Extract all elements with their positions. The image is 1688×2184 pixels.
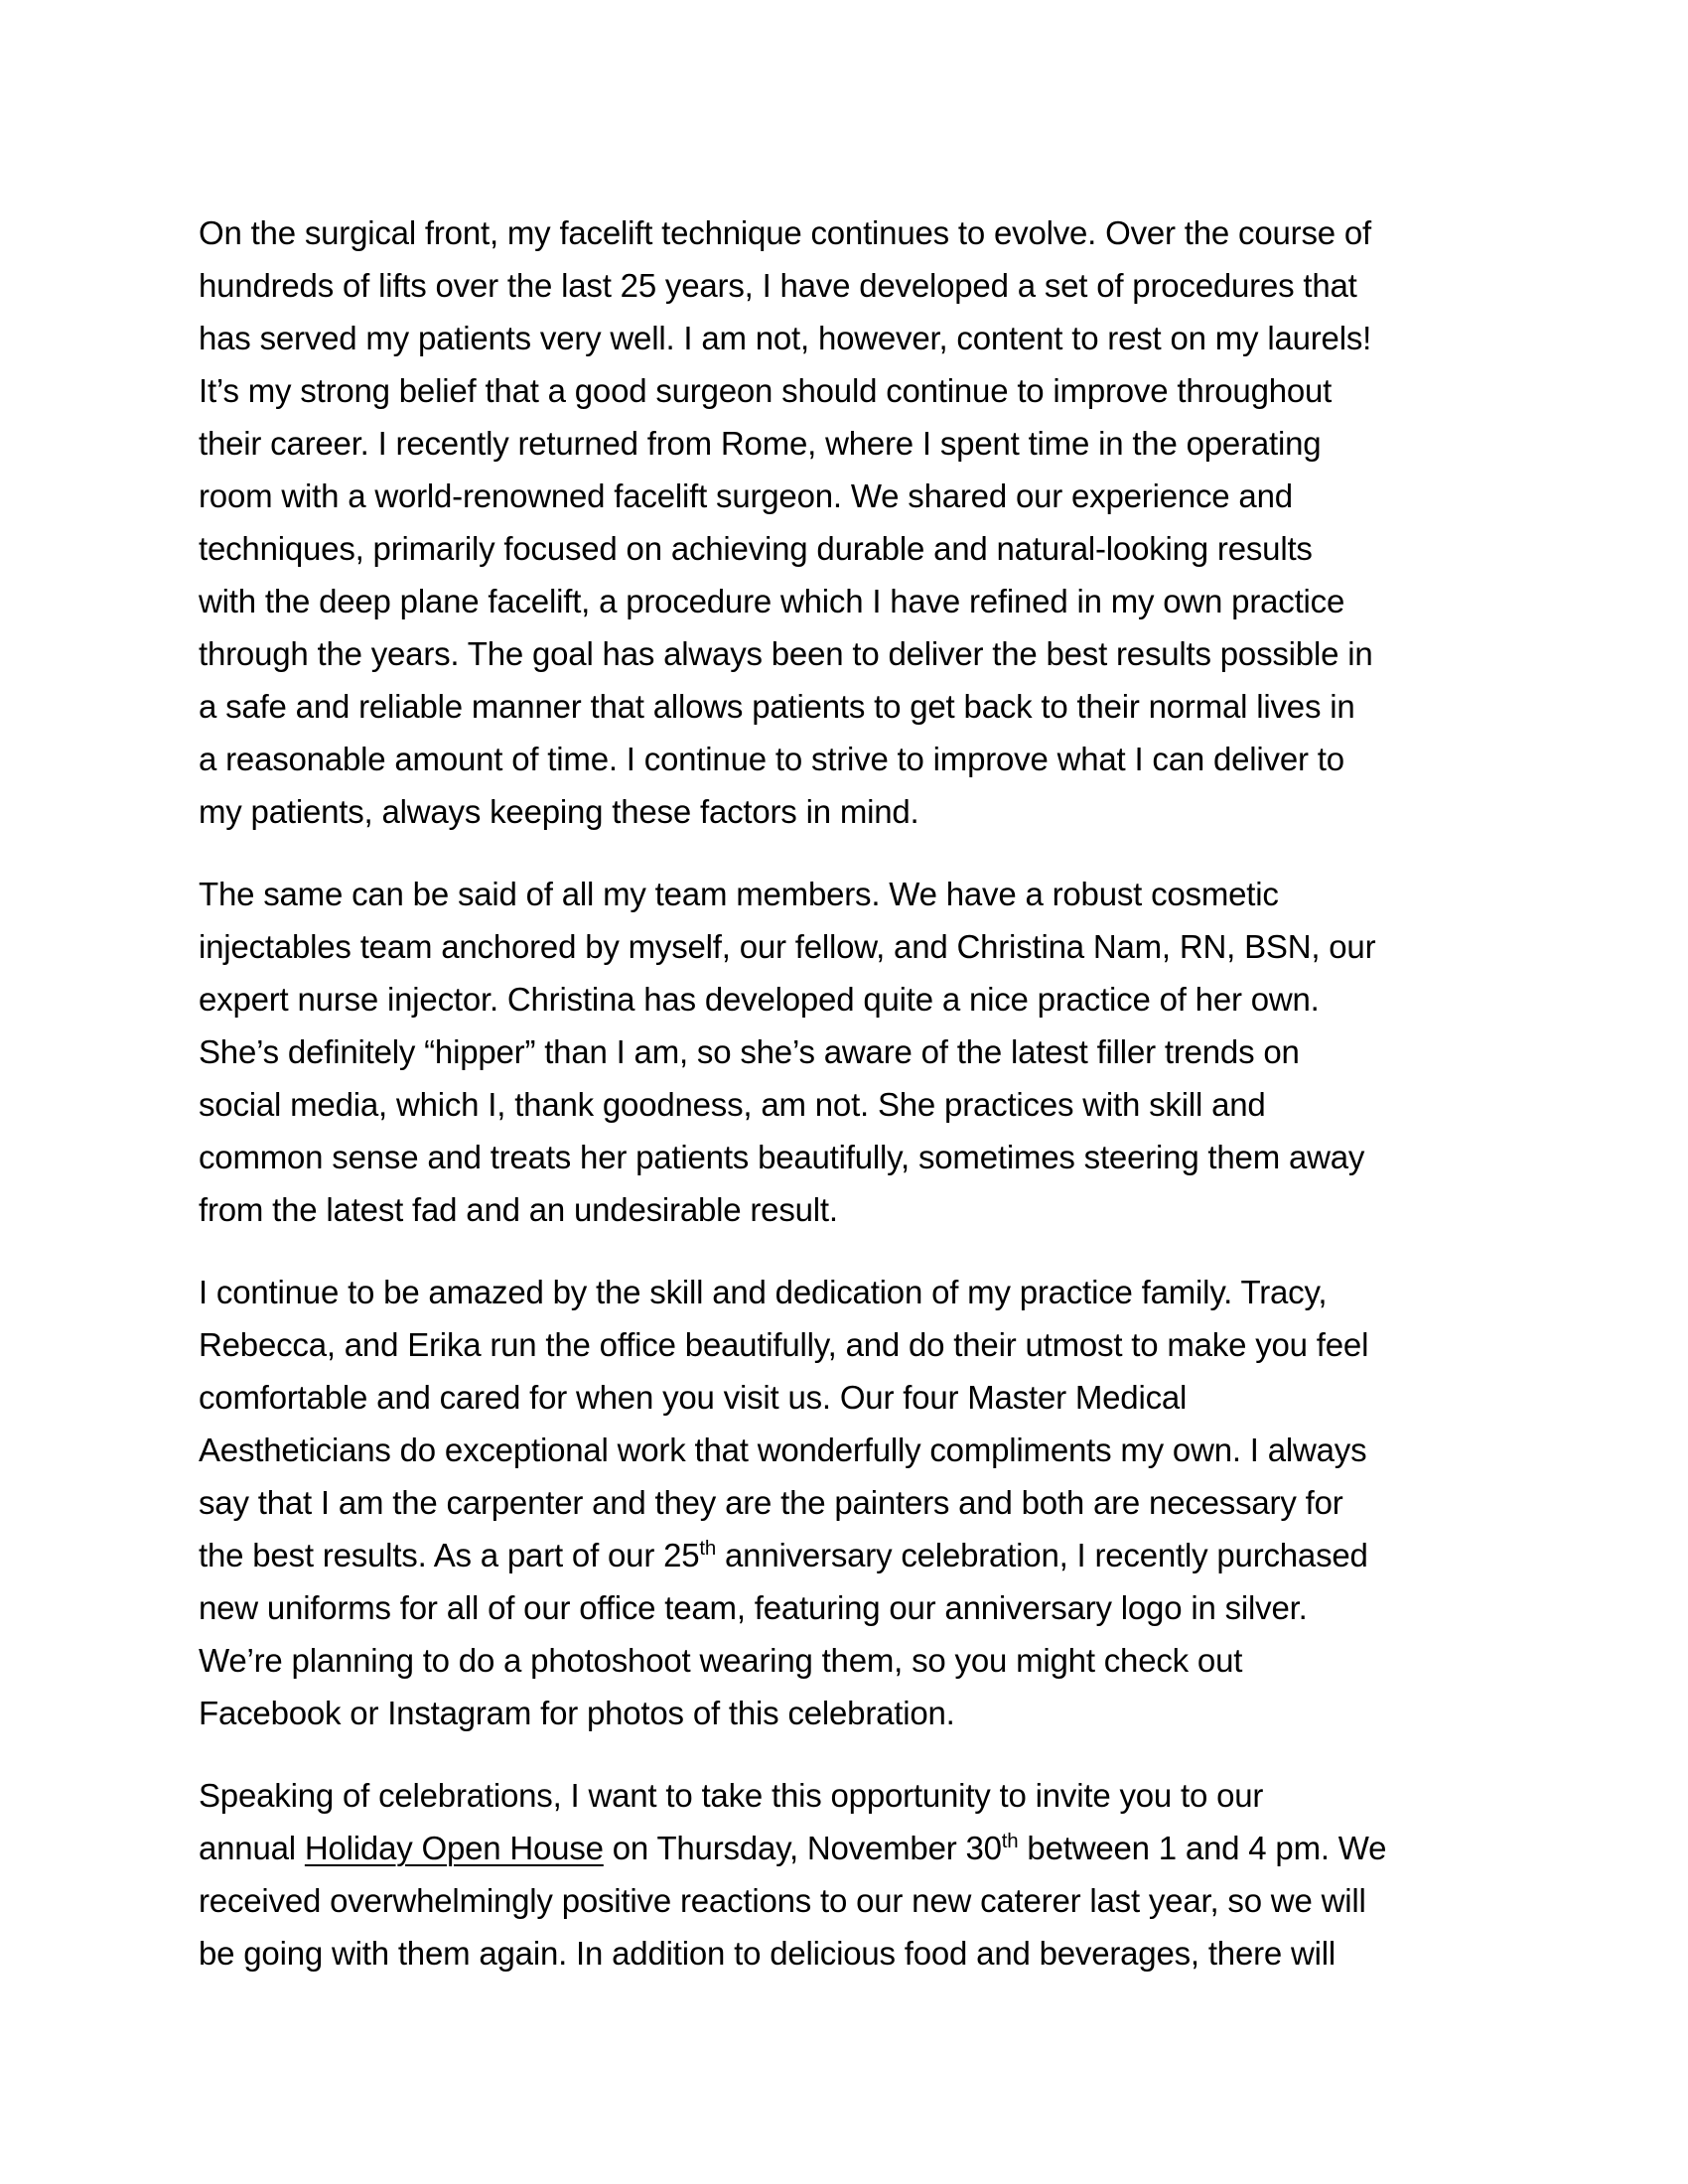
paragraph bbox=[199, 206, 1519, 838]
text-run: Aestheticians do exceptional work that wonderfully compliments my own. I always bbox=[199, 1432, 1367, 1468]
text-line bbox=[199, 868, 1519, 920]
text-line bbox=[199, 522, 1519, 575]
text-run: with the deep plane facelift, a procedure which I have refined in my own practice bbox=[199, 583, 1345, 619]
text-run: Facebook or Instagram for photos of this celebration. bbox=[199, 1695, 955, 1731]
underlined-text: Holiday Open House bbox=[304, 1830, 604, 1866]
text-run: We’re planning to do a photoshoot wearing them, so you might check out bbox=[199, 1642, 1243, 1679]
text-line bbox=[199, 1769, 1519, 1822]
text-line bbox=[199, 1078, 1519, 1131]
text-run: has served my patients very well. I am not, however, content to rest on my laurels! bbox=[199, 320, 1372, 356]
text-line bbox=[199, 627, 1519, 680]
text-run: be going with them again. In addition to delicious food and beverages, there will bbox=[199, 1935, 1336, 1972]
text-run: techniques, primarily focused on achieving durable and natural-looking results bbox=[199, 530, 1313, 567]
text-line bbox=[199, 920, 1519, 973]
text-line bbox=[199, 1183, 1519, 1236]
text-line bbox=[199, 364, 1519, 417]
text-run: through the years. The goal has always been to deliver the best results possible in bbox=[199, 635, 1373, 672]
text-run: hundreds of lifts over the last 25 years, I have developed a set of procedures that bbox=[199, 267, 1357, 304]
superscript-text: th bbox=[1001, 1830, 1019, 1852]
paragraph bbox=[199, 1266, 1519, 1739]
text-run: I continue to be amazed by the skill and dedication of my practice family. Tracy, bbox=[199, 1274, 1328, 1310]
text-run: social media, which I, thank goodness, am not. She practices with skill and bbox=[199, 1086, 1266, 1123]
text-line bbox=[199, 1318, 1519, 1371]
text-run: new uniforms for all of our office team, featuring our anniversary logo in silver. bbox=[199, 1589, 1308, 1626]
text-line bbox=[199, 1424, 1519, 1476]
text-run: between 1 and 4 pm. We bbox=[1018, 1830, 1387, 1866]
paragraph bbox=[199, 868, 1519, 1236]
text-run: The same can be said of all my team members. We have a robust cosmetic bbox=[199, 876, 1279, 912]
text-run: my patients, always keeping these factors in mind. bbox=[199, 793, 919, 830]
text-run: on Thursday, November 30 bbox=[603, 1830, 1002, 1866]
text-run: a reasonable amount of time. I continue to strive to improve what I can deliver to bbox=[199, 741, 1344, 777]
text-line bbox=[199, 680, 1519, 733]
text-line bbox=[199, 1634, 1519, 1687]
text-run: their career. I recently returned from Rome, where I spent time in the operating bbox=[199, 425, 1322, 462]
text-line bbox=[199, 1822, 1519, 1874]
text-run: common sense and treats her patients beautifully, sometimes steering them away bbox=[199, 1139, 1365, 1175]
text-run: room with a world-renowned facelift surgeon. We shared our experience and bbox=[199, 478, 1293, 514]
text-line bbox=[199, 733, 1519, 785]
text-line bbox=[199, 470, 1519, 522]
text-run: Speaking of celebrations, I want to take this opportunity to invite you to our bbox=[199, 1777, 1264, 1814]
text-run: She’s definitely “hipper” than I am, so she’s aware of the latest filler trends on bbox=[199, 1033, 1300, 1070]
text-line bbox=[199, 312, 1519, 364]
text-run: received overwhelmingly positive reactions to our new caterer last year, so we will bbox=[199, 1882, 1366, 1919]
text-line bbox=[199, 1927, 1519, 1979]
document-body bbox=[199, 206, 1519, 1979]
text-line bbox=[199, 417, 1519, 470]
text-run: the best results. As a part of our 25 bbox=[199, 1537, 700, 1573]
text-run: annual bbox=[199, 1830, 305, 1866]
text-run: injectables team anchored by myself, our fellow, and Christina Nam, RN, BSN, our bbox=[199, 928, 1376, 965]
text-run: On the surgical front, my facelift technique continues to evolve. Over the course of bbox=[199, 214, 1371, 251]
text-line bbox=[199, 575, 1519, 627]
text-line bbox=[199, 1529, 1519, 1581]
text-line bbox=[199, 973, 1519, 1025]
text-line bbox=[199, 1874, 1519, 1927]
text-run: anniversary celebration, I recently purchased bbox=[716, 1537, 1368, 1573]
text-line bbox=[199, 259, 1519, 312]
paragraph bbox=[199, 1769, 1519, 1979]
text-run: expert nurse injector. Christina has developed quite a nice practice of her own. bbox=[199, 981, 1320, 1018]
text-line bbox=[199, 1476, 1519, 1529]
text-run: It’s my strong belief that a good surgeon should continue to improve throughout bbox=[199, 372, 1333, 409]
text-line bbox=[199, 1687, 1519, 1739]
text-run: comfortable and cared for when you visit us. Our four Master Medical bbox=[199, 1379, 1188, 1416]
text-line bbox=[199, 1025, 1519, 1078]
text-line bbox=[199, 206, 1519, 259]
text-run: say that I am the carpenter and they are the painters and both are necessary for bbox=[199, 1484, 1343, 1521]
text-line bbox=[199, 1371, 1519, 1424]
superscript-text: th bbox=[699, 1537, 717, 1560]
text-line bbox=[199, 785, 1519, 838]
text-line bbox=[199, 1131, 1519, 1183]
text-run: Rebecca, and Erika run the office beautifully, and do their utmost to make you feel bbox=[199, 1326, 1369, 1363]
text-line bbox=[199, 1266, 1519, 1318]
text-run: a safe and reliable manner that allows patients to get back to their normal lives in bbox=[199, 688, 1355, 725]
text-run: from the latest fad and an undesirable result. bbox=[199, 1191, 838, 1228]
text-line bbox=[199, 1581, 1519, 1634]
